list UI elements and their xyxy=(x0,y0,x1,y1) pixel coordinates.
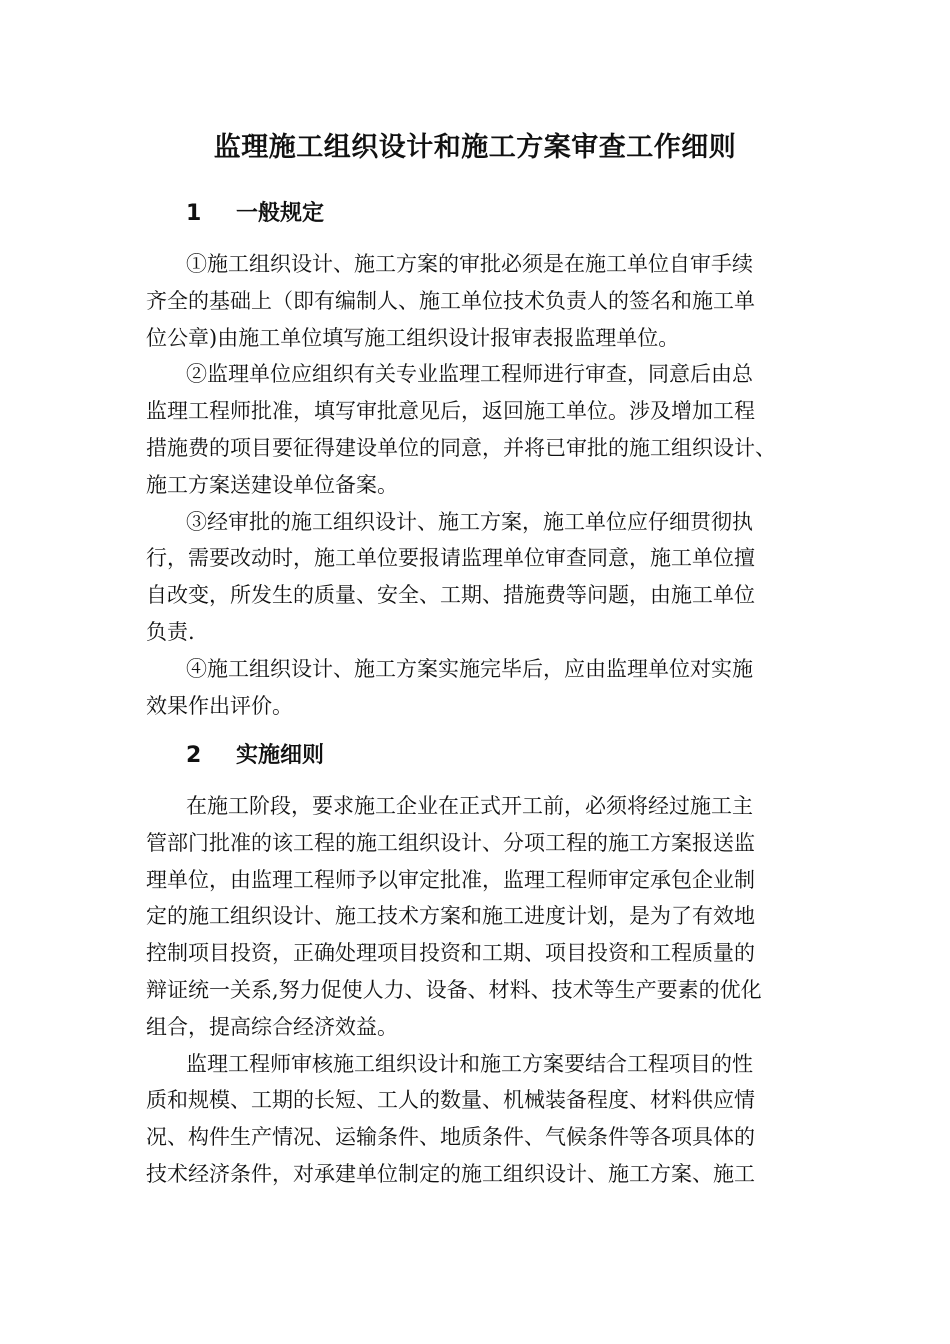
text-line: 辩证统一关系,努力促使人力、设备、材料、技术等生产要素的优化 xyxy=(146,977,762,1002)
text-line: 定的施工组织设计、施工技术方案和施工进度计划，是为了有效地 xyxy=(146,904,755,929)
text-line: 技术经济条件，对承建单位制定的施工组织设计、施工方案、施工 xyxy=(146,1161,755,1186)
section-body-general-rules xyxy=(146,246,836,724)
document-title: 监理施工组织设计和施工方案审查工作细则 xyxy=(213,132,737,163)
section-heading-general-rules xyxy=(186,196,324,232)
text-line: ①施工组织设计、施工方案的审批必须是在施工单位自审手续 xyxy=(186,252,753,276)
text-line: ②监理单位应组织有关专业监理工程师进行审查，同意后由总 xyxy=(186,362,753,387)
text-line: ③经审批的施工组织设计、施工方案，施工单位应仔细贯彻执 xyxy=(186,509,753,534)
text-line: 齐全的基础上（即有编制人、施工单位技术负责人的签名和施工单 xyxy=(146,288,755,313)
text-line: 理单位，由监理工程师予以审定批准，监理工程师审定承包企业制 xyxy=(146,867,755,892)
text-line: 负责. xyxy=(146,619,195,644)
text-line: 组合，提高综合经济效益。 xyxy=(146,1014,398,1039)
text-line: 行，需要改动时，施工单位要报请监理单位审查同意，施工单位擅 xyxy=(146,546,755,571)
text-line: ④施工组织设计、施工方案实施完毕后，应由监理单位对实施 xyxy=(186,656,753,681)
text-line: 效果作出评价。 xyxy=(146,693,293,718)
text-line: 控制项目投资，正确处理项目投资和工期、项目投资和工程质量的 xyxy=(146,941,755,966)
text-line: 况、构件生产情况、运输条件、地质条件、气候条件等各项具体的 xyxy=(146,1125,755,1150)
text-line: 在施工阶段，要求施工企业在正式开工前，必须将经过施工主 xyxy=(186,794,753,818)
text-line: 监理工程师审核施工组织设计和施工方案要结合工程项目的性 xyxy=(186,1051,753,1076)
section-number: 2 xyxy=(186,743,202,768)
section-number: 1 xyxy=(186,201,202,226)
section-title: 实施细则 xyxy=(236,743,325,768)
text-line: 自改变，所发生的质量、安全、工期、措施费等问题，由施工单位 xyxy=(146,583,755,608)
text-line: 监理工程师批准，填写审批意见后，返回施工单位。涉及增加工程 xyxy=(146,399,755,424)
section-title: 一般规定 xyxy=(236,201,325,226)
text-line: 质和规模、工期的长短、工人的数量、机械装备程度、材料供应情 xyxy=(146,1088,755,1113)
text-line: 施工方案送建设单位备案。 xyxy=(146,472,398,497)
section-heading-implementation-rules xyxy=(186,738,324,774)
section-body-implementation-rules xyxy=(146,788,836,1193)
text-line: 位公章)由施工单位填写施工组织设计报审表报监理单位。 xyxy=(146,325,680,350)
text-line: 措施费的项目要征得建设单位的同意，并将已审批的施工组织设计、 xyxy=(146,435,776,460)
text-line: 管部门批准的该工程的施工组织设计、分项工程的施工方案报送监 xyxy=(146,830,755,855)
